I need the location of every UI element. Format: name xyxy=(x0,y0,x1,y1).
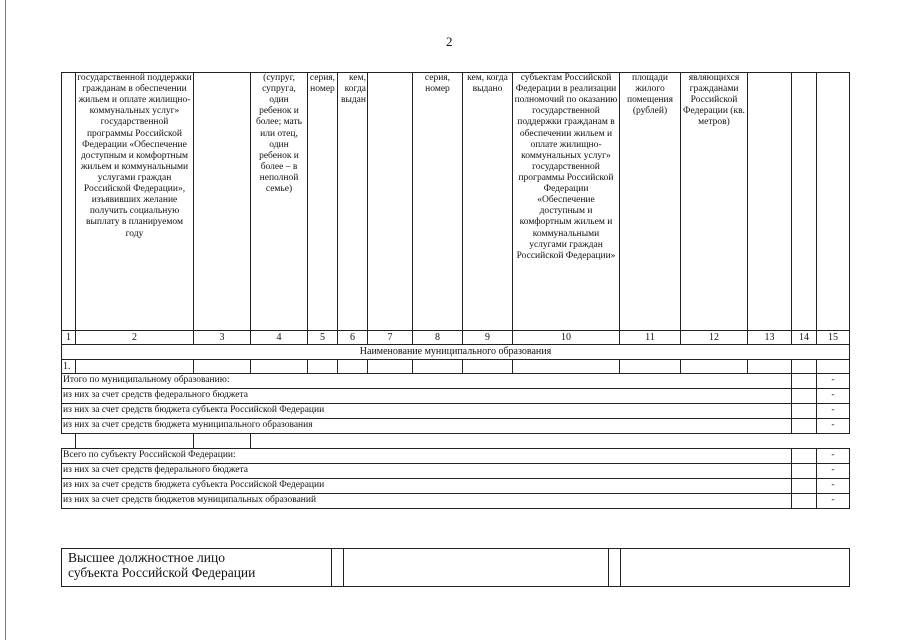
signature-separator xyxy=(609,549,621,587)
total-cell xyxy=(792,419,817,434)
subject-regional-row xyxy=(62,479,850,494)
municipal-local-row xyxy=(62,419,850,434)
signature-table xyxy=(61,548,850,587)
row-number: 1. xyxy=(62,360,76,374)
total-value: - xyxy=(817,419,850,434)
total-cell xyxy=(792,389,817,404)
column-number: 12 xyxy=(681,331,748,345)
total-value: - xyxy=(817,494,850,509)
total-label: из них за счет средств бюджета субъекта Российской Федерации xyxy=(62,479,792,494)
total-value: - xyxy=(817,464,850,479)
page-number: 2 xyxy=(446,34,453,49)
total-value: - xyxy=(817,449,850,464)
municipality-band: Наименование муниципального образования xyxy=(62,345,850,360)
header-cell-11: площади жилого помещения (рублей) xyxy=(620,73,681,331)
total-label: Всего по субъекту Российской Федерации: xyxy=(62,449,792,464)
column-number: 5 xyxy=(308,331,338,345)
column-number: 9 xyxy=(463,331,513,345)
spacer-cell xyxy=(62,434,76,449)
municipal-subject-row xyxy=(62,404,850,419)
data-cell xyxy=(194,360,251,374)
data-row xyxy=(62,360,850,374)
total-value: - xyxy=(817,389,850,404)
data-cell xyxy=(413,360,463,374)
header-cell-12: являющихся гражданами Российской Федерации (кв. метров) xyxy=(681,73,748,331)
column-number: 1 xyxy=(62,331,76,345)
total-label: из них за счет средств федерального бюджета xyxy=(62,389,792,404)
signature-field xyxy=(344,549,609,587)
subject-municipal-row xyxy=(62,494,850,509)
column-number: 2 xyxy=(76,331,194,345)
header-cell-2: государственной поддержки гражданам в обеспечении жильем и оплате жилищно-коммунальных услуг» государственной программы Российской Федерации «Обеспечение доступным и комфортным жильем и коммунальными услугами граждан Российской Федерации», изъявивших желание получить социальную выплату в планируемом году xyxy=(76,73,194,331)
data-cell xyxy=(620,360,681,374)
signature-separator xyxy=(332,549,344,587)
total-label: Итого по муниципальному образованию: xyxy=(62,374,792,389)
municipal-total-row xyxy=(62,374,850,389)
column-number: 8 xyxy=(413,331,463,345)
header-cell-13 xyxy=(748,73,792,331)
column-number: 13 xyxy=(748,331,792,345)
total-value: - xyxy=(817,374,850,389)
data-cell xyxy=(748,360,792,374)
column-number: 7 xyxy=(368,331,413,345)
header-cell-9: кем, когда выдано xyxy=(463,73,513,331)
page-left-edge xyxy=(5,0,6,640)
table-header-row xyxy=(62,73,850,331)
data-cell xyxy=(338,360,368,374)
data-cell xyxy=(368,360,413,374)
header-cell-7 xyxy=(368,73,413,331)
total-value: - xyxy=(817,404,850,419)
signature-label-line1: Высшее должностное лицо xyxy=(68,550,225,565)
total-cell xyxy=(792,479,817,494)
data-cell xyxy=(681,360,748,374)
column-number: 11 xyxy=(620,331,681,345)
column-number: 14 xyxy=(792,331,817,345)
subject-federal-row xyxy=(62,464,850,479)
column-number: 3 xyxy=(194,331,251,345)
column-number: 4 xyxy=(251,331,308,345)
total-cell xyxy=(792,449,817,464)
total-value: - xyxy=(817,479,850,494)
spacer-row xyxy=(62,434,850,449)
column-number: 6 xyxy=(338,331,368,345)
total-label: из них за счет средств бюджета субъекта Российской Федерации xyxy=(62,404,792,419)
municipality-band-row xyxy=(62,345,850,360)
signature-label-line2: субъекта Российской Федерации xyxy=(68,564,256,580)
header-cell-3 xyxy=(194,73,251,331)
header-cell-1 xyxy=(62,73,76,331)
data-cell xyxy=(251,360,308,374)
signature-label xyxy=(62,549,332,587)
header-cell-15 xyxy=(817,73,850,331)
header-cell-8: серия, номер xyxy=(413,73,463,331)
total-cell xyxy=(792,404,817,419)
spacer-cell xyxy=(76,434,194,449)
spacer-cell xyxy=(194,434,251,449)
data-cell xyxy=(792,360,817,374)
municipal-federal-row xyxy=(62,389,850,404)
column-number-row xyxy=(62,331,850,345)
data-cell xyxy=(76,360,194,374)
column-number: 15 xyxy=(817,331,850,345)
spacer-cell xyxy=(251,434,850,449)
data-cell xyxy=(463,360,513,374)
subject-total-row xyxy=(62,449,850,464)
total-cell xyxy=(792,374,817,389)
header-cell-5: серия, номер xyxy=(308,73,338,331)
column-number: 10 xyxy=(513,331,620,345)
total-cell xyxy=(792,464,817,479)
total-cell xyxy=(792,494,817,509)
data-cell xyxy=(513,360,620,374)
total-label: из них за счет средств бюджета муниципального образования xyxy=(62,419,792,434)
header-cell-6: кем, когда выдан xyxy=(338,73,368,331)
total-label: из них за счет средств бюджетов муниципальных образований xyxy=(62,494,792,509)
data-cell xyxy=(817,360,850,374)
header-cell-10: субъектам Российской Федерации в реализации полномочий по оказанию государственной поддержки гражданам в обеспечении жильем и оплате жилищно-коммунальных услуг» государственной программы Российской Федерации «Обеспечение доступным и комфортным жильем и коммунальными услугами граждан Российской Федерации» xyxy=(513,73,620,331)
total-label: из них за счет средств федерального бюджета xyxy=(62,464,792,479)
header-cell-4: (супруг, супруга, один ребенок и более; мать или отец, один ребенок и более – в неполной семье) xyxy=(251,73,308,331)
header-cell-14 xyxy=(792,73,817,331)
report-table xyxy=(61,72,850,509)
data-cell xyxy=(308,360,338,374)
name-field xyxy=(621,549,850,587)
